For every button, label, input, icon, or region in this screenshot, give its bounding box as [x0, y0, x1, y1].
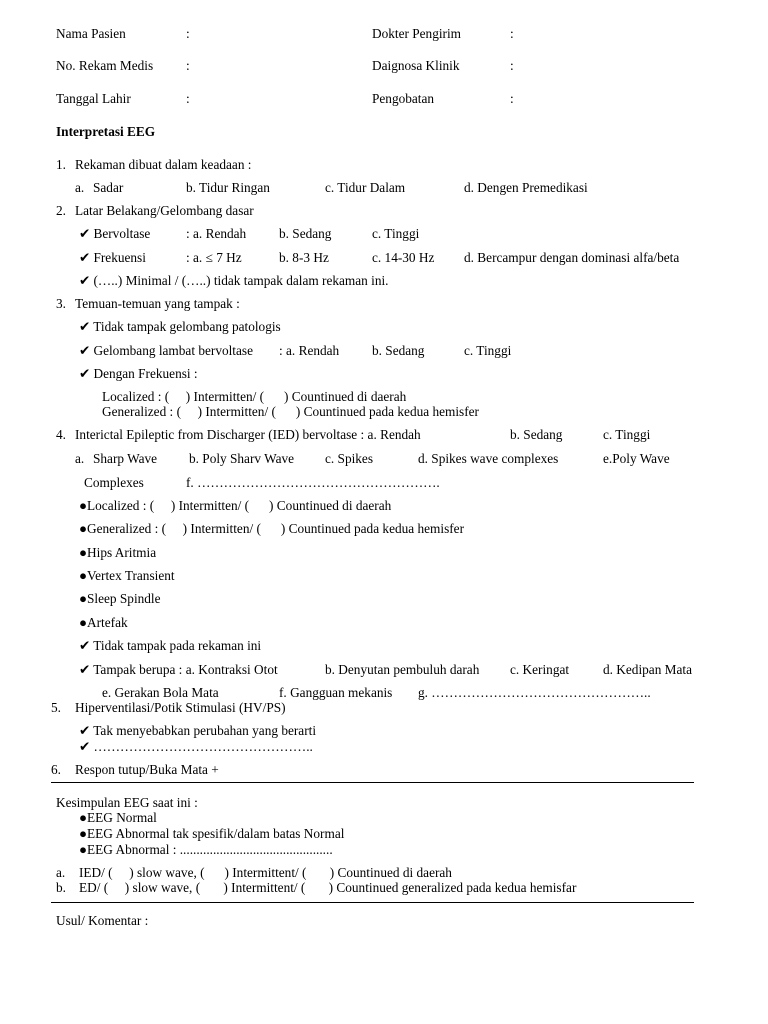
q1-option-b: b. Tidur Ringan	[186, 180, 270, 195]
q4-tampak-berupa: ✔ Tampak berupa : a. Kontraksi Otot	[79, 662, 278, 677]
section-title: Interpretasi EEG	[56, 124, 156, 139]
q4-wave-a-letter: a.	[75, 451, 85, 466]
q4-tampak-d: d. Kedipan Mata	[603, 662, 692, 677]
kesimpulan-b-text: ED/ ( ) slow wave, ( ) Intermittent/ ( ) Countinued generalized pada kedua hemisfar	[79, 880, 577, 895]
q3-localized: Localized : ( ) Intermitten/ ( ) Countinued di daerah	[102, 389, 407, 404]
q3-slow-wave-option-c: c. Tinggi	[464, 343, 512, 358]
q4-wave-d: d. Spikes wave complexes	[418, 451, 559, 466]
q4-tampak-g: g. …………………………………………..	[418, 685, 651, 700]
q4-generalized: ●Generalized : ( ) Intermitten/ ( ) Countinued pada kedua hemisfer	[79, 521, 465, 536]
q4-artefak: ●Artefak	[79, 615, 128, 630]
q1-option-d: d. Dengen Premedikasi	[464, 180, 588, 195]
kesimpulan-a-letter: a.	[56, 865, 66, 880]
q1-option-a: Sadar	[93, 180, 124, 195]
q3-item-no-pathology: ✔ Tidak tampak gelombang patologis	[79, 319, 281, 334]
q3-slow-wave-option-b: b. Sedang	[372, 343, 425, 358]
q4-option-b: b. Sedang	[510, 427, 563, 442]
q4-wave-e: e.Poly Wave	[603, 451, 670, 466]
q4-tampak-e: e. Gerakan Bola Mata	[102, 685, 219, 700]
usul-komentar-label: Usul/ Komentar :	[56, 913, 149, 928]
q3-item-slow-wave: ✔ Gelombang lambat bervoltase	[79, 343, 253, 358]
q5-text: Hiperventilasi/Potik Stimulasi (HV/PS)	[75, 700, 286, 715]
q4-tidak-tampak: ✔ Tidak tampak pada rekaman ini	[79, 638, 262, 653]
q3-number: 3.	[56, 296, 66, 311]
q1-number: 1.	[56, 157, 66, 172]
q1-option-a-letter: a.	[75, 180, 85, 195]
kesimpulan-b-letter: b.	[56, 880, 66, 895]
frekuensi-option-d: d. Bercampur dengan dominasi alfa/beta	[464, 250, 680, 265]
no-rekam-medis-label: No. Rekam Medis	[56, 58, 154, 73]
q1-option-c: c. Tidur Dalam	[325, 180, 406, 195]
q4-hips-aritmia: ●Hips Aritmia	[79, 545, 157, 560]
q5-item-blank: ✔ …………………………………………..	[79, 739, 313, 754]
q4-sleep-spindle: ●Sleep Spindle	[79, 591, 161, 606]
nama-pasien-label: Nama Pasien	[56, 26, 126, 41]
q3-text: Temuan-temuan yang tampak :	[75, 296, 240, 311]
nama-pasien-colon: :	[186, 26, 190, 41]
pengobatan-colon: :	[510, 91, 514, 106]
diagnosa-klinik-label: Daignosa Klinik	[372, 58, 460, 73]
q1-text: Rekaman dibuat dalam keadaan :	[75, 157, 252, 172]
kesimpulan-normal: ●EEG Normal	[79, 810, 157, 825]
kesimpulan-tak-spesifik: ●EEG Abnormal tak spesifik/dalam batas Normal	[79, 826, 345, 841]
bervoltase-option-a: : a. Rendah	[186, 226, 247, 241]
bervoltase-option-b: b. Sedang	[279, 226, 332, 241]
q3-slow-wave-option-a: : a. Rendah	[279, 343, 340, 358]
q4-wave-complexes: Complexes	[84, 475, 144, 490]
q4-wave-c: c. Spikes	[325, 451, 374, 466]
q4-option-c: c. Tinggi	[603, 427, 651, 442]
q4-tampak-c: c. Keringat	[510, 662, 570, 677]
q2-number: 2.	[56, 203, 66, 218]
q6-number: 6.	[51, 762, 61, 777]
q4-text: Interictal Epileptic from Discharger (IED) bervoltase : a. Rendah	[75, 427, 421, 442]
frekuensi-option-b: b. 8-3 Hz	[279, 250, 329, 265]
kesimpulan-title: Kesimpulan EEG saat ini :	[56, 795, 198, 810]
divider-top	[51, 782, 694, 783]
q4-wave-a: Sharp Wave	[93, 451, 158, 466]
q4-number: 4.	[56, 427, 66, 442]
no-rekam-medis-colon: :	[186, 58, 190, 73]
q3-item-frequency: ✔ Dengan Frekuensi :	[79, 366, 198, 381]
q4-tampak-b: b. Denyutan pembuluh darah	[325, 662, 480, 677]
diagnosa-klinik-colon: :	[510, 58, 514, 73]
kesimpulan-abnormal: ●EEG Abnormal : ..............................................	[79, 842, 333, 857]
q3-generalized: Generalized : ( ) Intermitten/ ( ) Countinued pada kedua hemisfer	[102, 404, 479, 419]
pengobatan-label: Pengobatan	[372, 91, 435, 106]
kesimpulan-a-text: IED/ ( ) slow wave, ( ) Intermittent/ ( ) Countinued di daerah	[79, 865, 452, 880]
q4-localized: ●Localized : ( ) Intermitten/ ( ) Countinued di daerah	[79, 498, 392, 513]
bervoltase-check: ✔ Bervoltase	[79, 226, 151, 241]
dokter-pengirim-label: Dokter Pengirim	[372, 26, 462, 41]
divider-bottom	[51, 902, 694, 903]
bervoltase-option-c: c. Tinggi	[372, 226, 420, 241]
q4-tampak-f: f. Gangguan mekanis	[279, 685, 393, 700]
q5-number: 5.	[51, 700, 61, 715]
q5-item-no-change: ✔ Tak menyebabkan perubahan yang berarti	[79, 723, 317, 738]
tanggal-lahir-colon: :	[186, 91, 190, 106]
q4-wave-b: b. Poly Sharv Wave	[189, 451, 295, 466]
frekuensi-check: ✔ Frekuensi	[79, 250, 146, 265]
frekuensi-option-a: : a. ≤ 7 Hz	[186, 250, 242, 265]
frekuensi-option-c: c. 14-30 Hz	[372, 250, 435, 265]
dokter-pengirim-colon: :	[510, 26, 514, 41]
q2-text: Latar Belakang/Gelombang dasar	[75, 203, 254, 218]
minimal-check: ✔ (…..) Minimal / (…..) tidak tampak dalam rekaman ini.	[79, 273, 389, 288]
q4-vertex-transient: ●Vertex Transient	[79, 568, 175, 583]
q6-text: Respon tutup/Buka Mata +	[75, 762, 219, 777]
q4-wave-f: f. ……………………………………………….	[186, 475, 440, 490]
tanggal-lahir-label: Tanggal Lahir	[56, 91, 131, 106]
